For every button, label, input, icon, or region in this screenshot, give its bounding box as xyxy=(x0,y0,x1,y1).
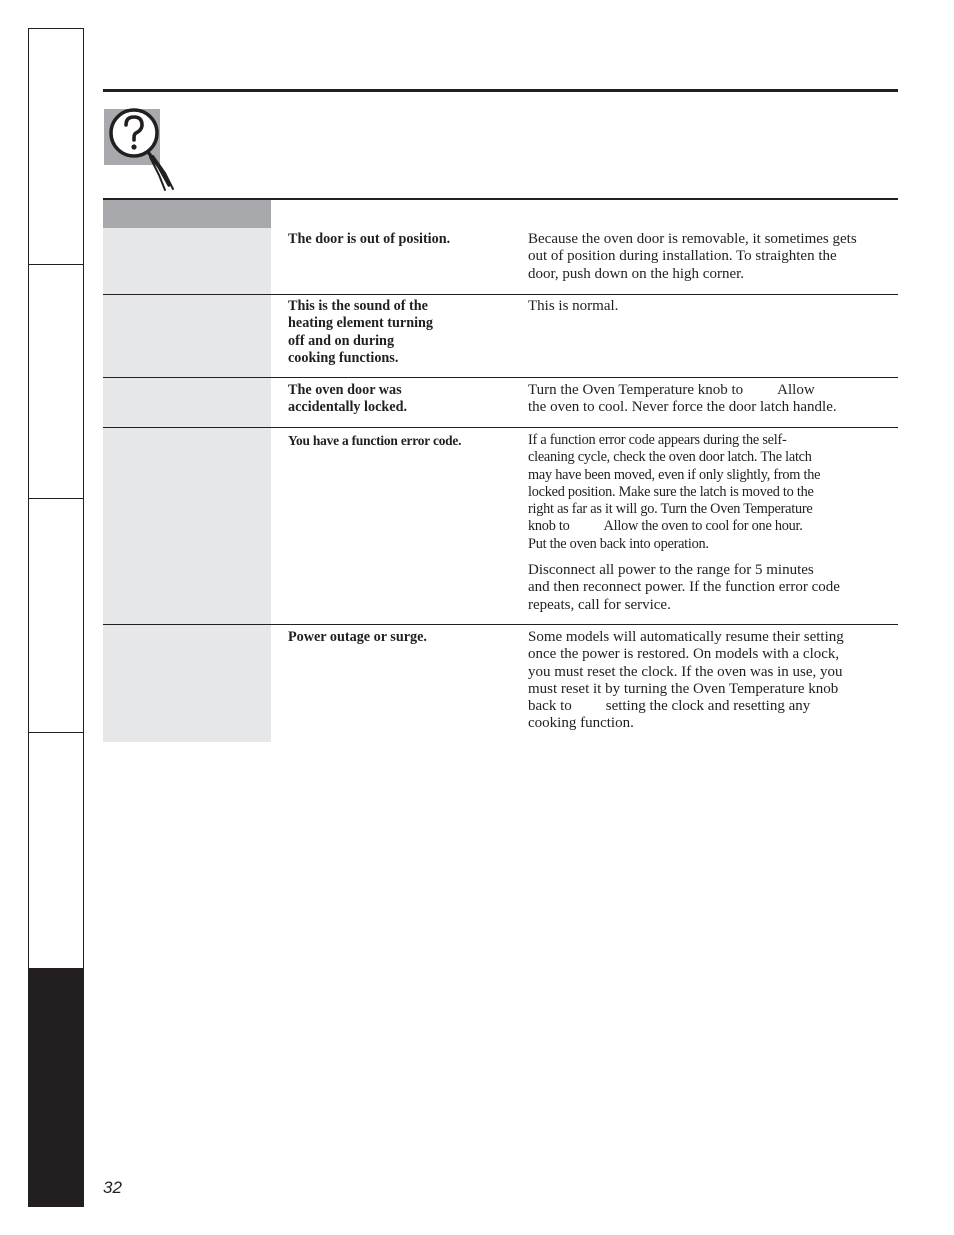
magnifier-glyph-icon xyxy=(103,105,183,195)
side-tab-4[interactable] xyxy=(28,732,84,969)
row-3-fix-line-1b: Allow xyxy=(777,382,815,398)
row-1-cause-text: The door is out of position. xyxy=(288,231,451,247)
row-3-cause-line-1: The oven door was xyxy=(288,382,402,398)
row-5-fix xyxy=(528,629,900,733)
question-magnifier-icon xyxy=(103,105,183,195)
row-5-fix-line-5 xyxy=(528,698,900,715)
row-2-fix-text: This is normal. xyxy=(528,298,619,314)
row-4-fix xyxy=(528,432,900,614)
row-4-fix-p1-line-6 xyxy=(528,518,900,535)
row-4-fix-p1-line-5: right as far as it will go. Turn the Oven Temperature xyxy=(528,501,813,518)
row-3-cause xyxy=(288,382,508,417)
row-1-fix-line-2: out of position during installation. To straighten the xyxy=(528,248,837,265)
page-number: 32 xyxy=(103,1178,122,1197)
problem-column xyxy=(103,228,271,742)
row-4-fix-p1-line-1: If a function error code appears during the self- xyxy=(528,432,787,448)
row-3-fix xyxy=(528,382,900,417)
row-5-fix-line-4: must reset it by turning the Oven Temperature knob xyxy=(528,680,839,697)
row-1-fix xyxy=(528,231,900,283)
row-5-fix-line-6: cooking function. xyxy=(528,715,634,732)
row-5-fix-line-5b: setting the clock and resetting any xyxy=(605,698,811,715)
row-divider-2 xyxy=(103,377,898,378)
row-4-fix-p1-line-4: locked position. Make sure the latch is moved to the xyxy=(528,483,814,500)
row-4-fix-paragraph-1 xyxy=(528,432,900,553)
row-4-fix-p1-line-2: cleaning cycle, check the oven door latch. The latch xyxy=(528,449,812,466)
row-5-fix-line-1: Some models will automatically resume their setting xyxy=(528,629,844,645)
row-2-cause-line-3: off and on during xyxy=(288,332,395,349)
row-2-cause-line-1: This is the sound of the xyxy=(288,298,428,314)
side-tab-1[interactable] xyxy=(28,28,84,265)
row-divider-3 xyxy=(103,427,898,428)
row-divider-4 xyxy=(103,624,898,625)
row-5-cause-text: Power outage or surge. xyxy=(288,629,427,645)
top-rule xyxy=(103,89,898,92)
row-3-fix-line-1a: Turn the Oven Temperature knob to xyxy=(528,382,744,398)
row-3-fix-line-2: the oven to cool. Never force the door latch handle. xyxy=(528,399,837,416)
row-4-fix-p2-line-3: repeats, call for service. xyxy=(528,596,671,613)
side-section-tabs xyxy=(28,28,84,1207)
row-2-cause-line-4: cooking functions. xyxy=(288,349,399,366)
side-tab-3[interactable] xyxy=(28,498,84,733)
side-tab-troubleshooting-active[interactable] xyxy=(28,968,84,1207)
row-4-fix-p2-line-2: and then reconnect power. If the function error code xyxy=(528,579,840,596)
row-4-fix-p1-line-6b: Allow the oven to cool for one hour. xyxy=(603,518,803,535)
row-4-fix-p1-line-6a: knob to xyxy=(528,518,570,535)
row-2-fix xyxy=(528,298,900,315)
row-5-fix-line-3: you must reset the clock. If the oven was in use, you xyxy=(528,663,843,680)
row-divider-1 xyxy=(103,294,898,295)
row-4-cause xyxy=(288,432,508,449)
row-5-fix-line-5a: back to xyxy=(528,698,572,715)
row-3-fix-line-1 xyxy=(528,382,900,399)
row-4-fix-p1-line-7: Put the oven back into operation. xyxy=(528,535,709,552)
row-4-fix-p1-line-3: may have been moved, even if only slightly, from the xyxy=(528,466,821,483)
row-1-fix-line-3: door, push down on the high corner. xyxy=(528,265,745,282)
row-4-fix-p2-line-1: Disconnect all power to the range for 5 minutes xyxy=(528,562,814,579)
row-4-fix-paragraph-2 xyxy=(528,562,900,614)
table-header-problem-cell xyxy=(103,200,271,228)
row-4-cause-text: You have a function error code. xyxy=(288,433,462,448)
side-tab-2[interactable] xyxy=(28,264,84,499)
row-3-cause-line-2: accidentally locked. xyxy=(288,399,408,416)
row-2-cause-line-2: heating element turning xyxy=(288,315,434,332)
row-2-cause xyxy=(288,298,508,367)
row-5-fix-line-2: once the power is restored. On models with a clock, xyxy=(528,646,840,663)
row-1-cause xyxy=(288,231,508,248)
row-1-fix-line-1: Because the oven door is removable, it sometimes gets xyxy=(528,231,857,247)
row-5-cause xyxy=(288,629,508,646)
